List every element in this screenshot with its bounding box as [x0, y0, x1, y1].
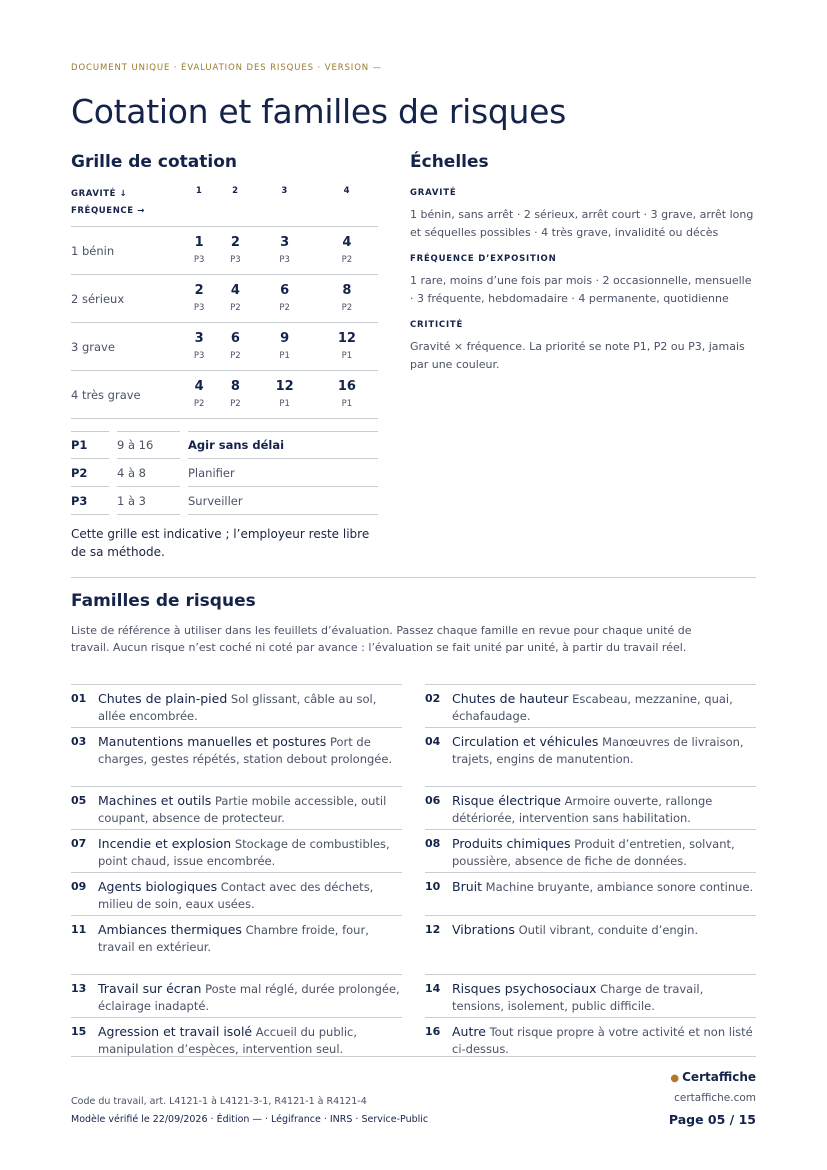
rating-grid-table [71, 186, 378, 419]
risk-family-name: Bruit [452, 879, 483, 894]
page-number: Page 05 / 15 [668, 1112, 756, 1127]
priority-range: 1 à 3 [117, 487, 180, 515]
priority-code: P2 [341, 302, 353, 313]
risk-family-description: Manœuvres de livraison, trajets, engins de manutention. [452, 735, 744, 766]
priority-key: P1 [71, 431, 109, 459]
risk-family-name: Autre [452, 1024, 486, 1039]
severity-row-label: 3 grave [71, 339, 115, 354]
priority-key: P3 [71, 487, 109, 515]
rating-cell [316, 371, 378, 419]
priority-code: P2 [230, 302, 241, 313]
rating-grid-title: Grille de cotation [71, 152, 237, 172]
rating-cell [181, 227, 217, 275]
priority-code: P3 [230, 254, 241, 265]
rating-cell [181, 275, 217, 323]
severity-row-label: 1 bénin [71, 243, 115, 258]
severity-row-label: 2 sérieux [71, 291, 125, 306]
legal-reference: Code du travail, art. L4121-1 à L4121-3-1, R4121-1 à R4121-4 [71, 1096, 367, 1107]
risk-family-text [452, 878, 753, 915]
priority-code: P3 [193, 302, 205, 313]
priority-code: P2 [341, 254, 353, 265]
rating-grid-axis-label [71, 186, 181, 227]
rating-cell [254, 275, 316, 323]
priority-code: P1 [341, 398, 353, 409]
priority-code: P3 [193, 350, 205, 361]
risk-family-name: Chutes de plain-pied [98, 691, 228, 706]
risk-family-text [452, 792, 756, 829]
rating-cell [217, 275, 253, 323]
scale-body: 1 rare, moins d’une fois par mois · 2 occasionnelle, mensuelle · 3 fréquente, hebdomadaire · 4 permanente, quotidienne [410, 274, 752, 305]
risk-family-number: 04 [425, 735, 441, 748]
rating-cell [217, 323, 253, 371]
risk-family-item [71, 829, 402, 872]
priority-code: P2 [279, 302, 290, 313]
risk-family-text [452, 690, 756, 727]
scale-heading: GRAVITÉ [410, 188, 457, 198]
brand-dot-icon: ● [670, 1073, 680, 1084]
risk-family-text [452, 835, 756, 872]
rating-grid-row [71, 227, 378, 275]
risk-family-text [98, 980, 402, 1017]
risk-family-number: 01 [71, 692, 87, 705]
criticality-value: 8 [342, 282, 352, 298]
rating-grid-section [71, 152, 378, 561]
risk-family-item [425, 829, 756, 872]
severity-row-label: 4 très grave [71, 387, 141, 402]
criticality-value: 3 [194, 330, 204, 346]
rating-grid-row [71, 371, 378, 419]
document-page [71, 0, 756, 1170]
risk-family-number: 15 [71, 1025, 87, 1038]
risk-family-name: Travail sur écran [98, 981, 202, 996]
risk-family-description: Port de charges, gestes répétés, station debout prolongée. [98, 735, 393, 766]
risk-family-description: Produit d’entretien, solvant, poussière, absence de fiche de données. [452, 837, 735, 868]
criticality-value: 2 [230, 234, 240, 250]
risk-family-number: 05 [71, 794, 87, 807]
section-divider [71, 577, 756, 578]
frequency-column-header: 2 [232, 186, 239, 196]
criticality-value: 4 [230, 282, 240, 298]
rating-cell [217, 227, 253, 275]
scales-section [410, 152, 756, 386]
risk-family-number: 08 [425, 837, 441, 850]
criticality-value: 6 [280, 282, 290, 298]
page-title: Cotation et familles de risques [71, 92, 567, 131]
risk-family-item [71, 684, 402, 727]
rating-grid-header-row [71, 186, 378, 227]
priority-code: P1 [279, 350, 290, 361]
document-eyebrow: DOCUMENT UNIQUE · ÉVALUATION DES RISQUES · VERSION — [71, 63, 383, 73]
verification-note: Modèle vérifié le 22/09/2026 · Édition — · Légifrance · INRS · Service-Public [71, 1114, 429, 1125]
risk-family-number: 09 [71, 880, 87, 893]
priority-action: Planifier [188, 459, 378, 487]
priority-code: P1 [279, 398, 290, 409]
criticality-value: 9 [280, 330, 290, 346]
frequency-column-header: 3 [281, 186, 288, 196]
criticality-value: 12 [337, 330, 356, 346]
risk-family-number: 07 [71, 837, 87, 850]
risk-family-item [71, 727, 402, 786]
risk-family-name: Agression et travail isolé [98, 1024, 253, 1039]
risk-family-description: Contact avec des déchets, milieu de soin, eaux usées. [98, 880, 374, 911]
risk-family-name: Machines et outils [98, 793, 212, 808]
risk-family-description: Charge de travail, tensions, isolement, public difficile. [452, 982, 704, 1013]
priority-code: P2 [193, 398, 205, 409]
scales-title: Échelles [410, 152, 489, 172]
risk-family-item [425, 915, 756, 974]
priority-row [71, 459, 378, 487]
risk-family-text [98, 878, 402, 915]
risk-family-number: 14 [425, 982, 441, 995]
priority-range: 9 à 16 [117, 431, 180, 459]
rating-cell [181, 371, 217, 419]
risk-family-name: Vibrations [452, 922, 515, 937]
risk-family-name: Chutes de hauteur [452, 691, 569, 706]
brand-name: Certaffiche [682, 1070, 756, 1084]
criticality-value: 6 [230, 330, 240, 346]
priority-code: P2 [230, 350, 241, 361]
risk-family-description: Machine bruyante, ambiance sonore continue. [485, 880, 754, 894]
priority-code: P2 [230, 398, 241, 409]
risk-family-number: 13 [71, 982, 87, 995]
risk-family-description: Accueil du public, manipulation d’espèces, intervention seul. [98, 1025, 358, 1056]
risk-family-name: Manutentions manuelles et postures [98, 734, 327, 749]
criticality-value: 1 [194, 234, 204, 250]
risk-family-item [71, 872, 402, 915]
risk-family-number: 12 [425, 923, 441, 936]
risk-family-number: 03 [71, 735, 87, 748]
rating-cell [217, 371, 253, 419]
risk-family-number: 16 [425, 1025, 441, 1038]
risk-family-name: Produits chimiques [452, 836, 571, 851]
scale-body: 1 bénin, sans arrêt · 2 sérieux, arrêt court · 3 grave, arrêt long et séquelles possibles · 4 très grave, invalidité ou décès [410, 208, 754, 239]
risk-family-name: Risques psychosociaux [452, 981, 597, 996]
criticality-value: 16 [337, 378, 356, 394]
risk-family-text [452, 921, 698, 974]
risk-family-name: Incendie et explosion [98, 836, 232, 851]
risk-family-item [425, 974, 756, 1017]
brand-logo [670, 1070, 756, 1084]
priority-row [71, 431, 378, 459]
risk-family-number: 02 [425, 692, 441, 705]
risk-family-item [425, 872, 756, 915]
frequency-axis-label: FRÉQUENCE → [71, 206, 145, 216]
risk-family-description: Stockage de combustibles, point chaud, issue encombrée. [98, 837, 390, 868]
risk-family-text [452, 733, 756, 786]
priority-code: P1 [341, 350, 353, 361]
priority-key: P2 [71, 459, 109, 487]
frequency-column-header: 1 [195, 186, 203, 196]
risk-family-description: Sol glissant, câble au sol, allée encombrée. [98, 692, 377, 723]
risk-family-name: Circulation et véhicules [452, 734, 599, 749]
footer-divider [71, 1056, 756, 1057]
criticality-value: 4 [194, 378, 204, 394]
scale-body: Gravité × fréquence. La priorité se note P1, P2 ou P3, jamais par une couleur. [410, 340, 745, 371]
risk-family-name: Ambiances thermiques [98, 922, 242, 937]
risk-family-text [98, 690, 402, 727]
criticality-value: 12 [275, 378, 294, 394]
scale-heading: CRITICITÉ [410, 320, 464, 330]
priority-table [63, 431, 386, 515]
priority-code: P3 [279, 254, 290, 265]
risk-family-item [71, 786, 402, 829]
rating-grid-row [71, 275, 378, 323]
risk-family-item [71, 1017, 402, 1060]
risk-family-description: Armoire ouverte, rallonge détériorée, intervention sans habilitation. [452, 794, 713, 825]
risk-family-number: 11 [71, 923, 87, 936]
rating-cell [181, 323, 217, 371]
families-title: Familles de risques [71, 591, 256, 611]
risk-family-text [98, 733, 402, 786]
risk-family-item [71, 974, 402, 1017]
risk-family-name: Agents biologiques [98, 879, 218, 894]
risk-family-text [98, 835, 402, 872]
priority-code: P3 [193, 254, 205, 265]
risk-family-number: 06 [425, 794, 441, 807]
rating-grid-row [71, 323, 378, 371]
brand-website: certaffiche.com [674, 1092, 756, 1104]
risk-family-description: Escabeau, mezzanine, quai, échafaudage. [452, 692, 733, 723]
frequency-column-header: 4 [343, 186, 351, 196]
risk-family-text [98, 1023, 402, 1060]
priority-row [71, 487, 378, 515]
risk-family-text [98, 921, 402, 974]
risk-family-number: 10 [425, 880, 441, 893]
criticality-value: 4 [342, 234, 352, 250]
risk-family-description: Chambre froide, four, travail en extérieur. [98, 923, 369, 954]
risk-family-description: Tout risque propre à votre activité et non listé ci-dessus. [452, 1025, 753, 1056]
scale-heading: FRÉQUENCE D’EXPOSITION [410, 254, 557, 264]
risk-family-item [425, 786, 756, 829]
criticality-value: 2 [194, 282, 204, 298]
priority-range: 4 à 8 [117, 459, 180, 487]
risk-family-item [425, 684, 756, 727]
risk-family-text [452, 1023, 756, 1060]
risk-family-item [425, 727, 756, 786]
rating-cell [254, 227, 316, 275]
risk-family-text [98, 792, 402, 829]
rating-cell [254, 371, 316, 419]
risk-family-text [452, 980, 756, 1017]
risk-family-name: Risque électrique [452, 793, 561, 808]
risk-family-description: Poste mal réglé, durée prolongée, éclairage inadapté. [98, 982, 400, 1013]
families-list [71, 684, 756, 1060]
priority-action: Agir sans délai [188, 431, 378, 459]
priority-action: Surveiller [188, 487, 378, 515]
risk-family-item [425, 1017, 756, 1060]
criticality-value: 3 [280, 234, 290, 250]
families-intro: Liste de référence à utiliser dans les feuillets d’évaluation. Passez chaque famille en revue pour chaque unité de travail. Aucun risque n’est coché ni coté par avance : l’évaluation se fait unité par unité, à partir du travail réel. [71, 624, 692, 654]
criticality-value: 8 [230, 378, 240, 394]
risk-family-description: Outil vibrant, conduite d’engin. [518, 923, 699, 937]
risk-family-description: Partie mobile accessible, outil coupant, absence de protecteur. [98, 794, 387, 825]
rating-cell [316, 275, 378, 323]
grid-note: Cette grille est indicative ; l’employeur reste libre de sa méthode. [71, 527, 370, 559]
rating-cell [254, 323, 316, 371]
severity-axis-label: GRAVITÉ ↓ [71, 189, 128, 199]
rating-cell [316, 227, 378, 275]
rating-cell [316, 323, 378, 371]
risk-family-item [71, 915, 402, 974]
